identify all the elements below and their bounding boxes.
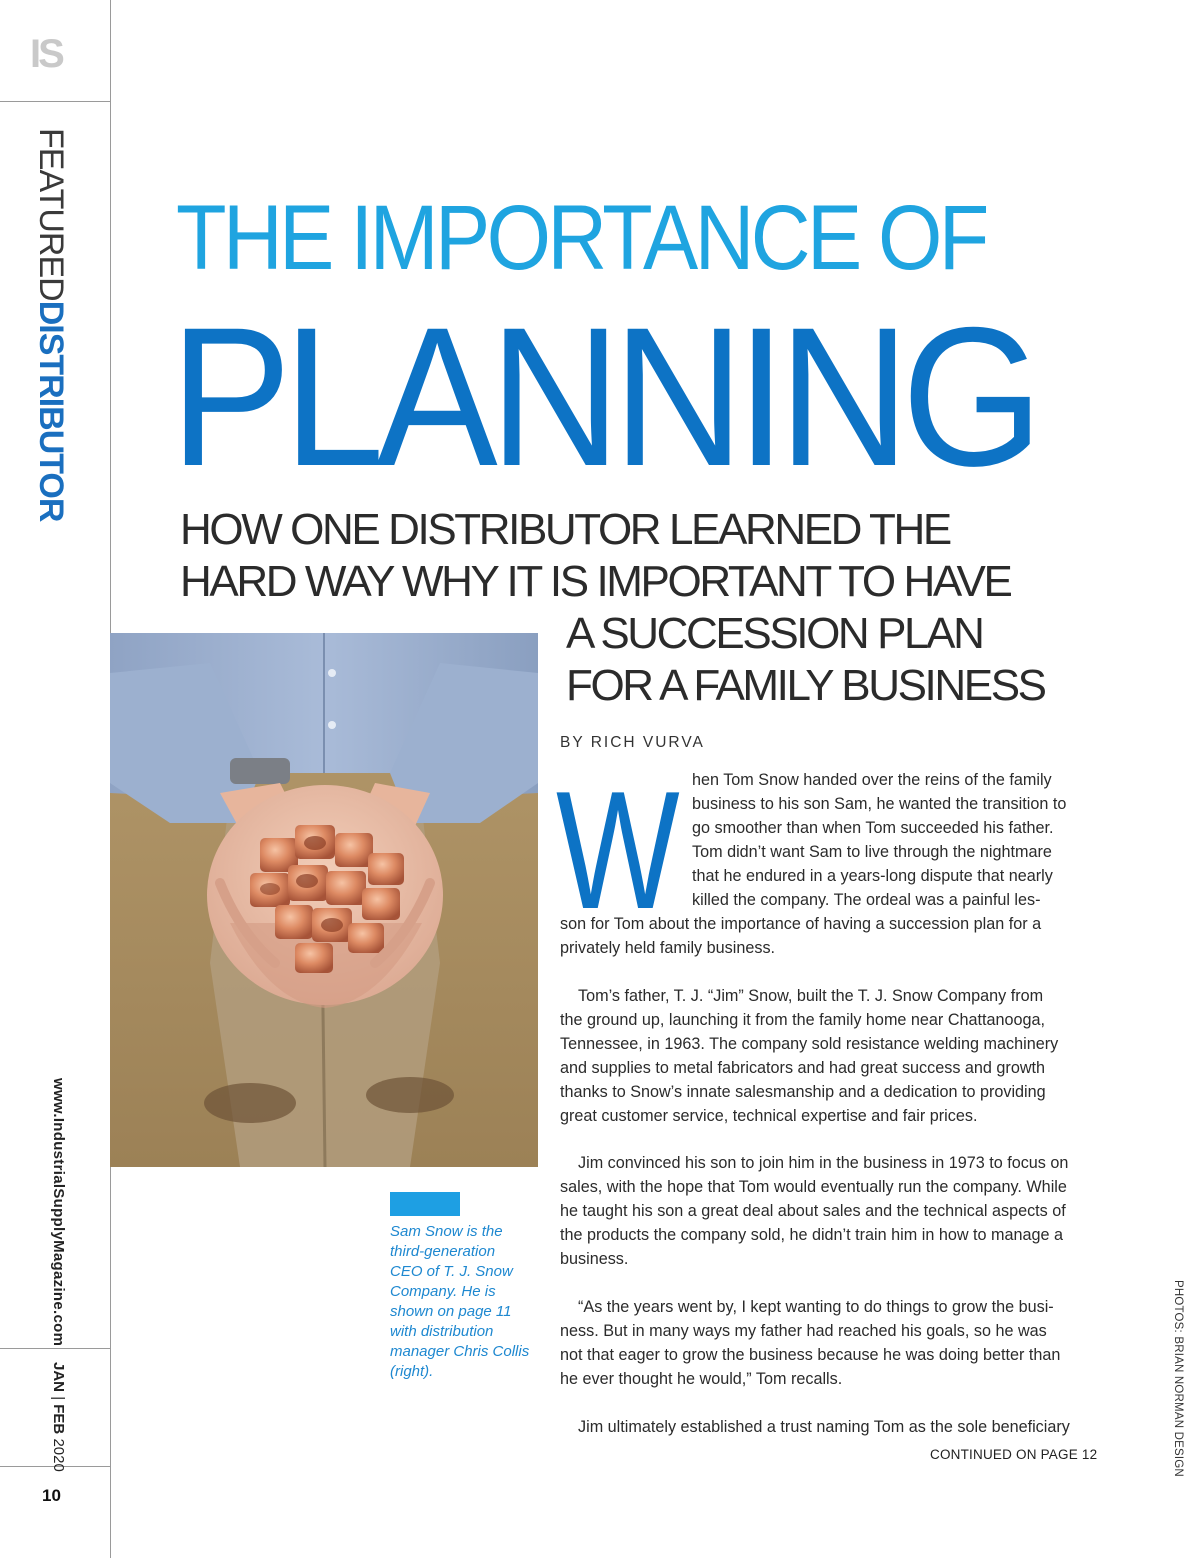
deck-line: A SUCCESSION PLAN	[566, 609, 983, 658]
body-line: killed the company. The ordeal was a painful les-	[692, 891, 1041, 909]
issue-date	[51, 1362, 66, 1472]
body-line: Tennessee, in 1963. The company sold resistance welding machinery	[560, 1035, 1059, 1053]
website-url: www.IndustrialSupplyMagazine.com	[50, 1078, 67, 1347]
body-line: sales, with the hope that Tom would eventually run the company. While	[560, 1178, 1067, 1196]
caption-accent-bar	[390, 1192, 460, 1216]
deck-line: HOW ONE DISTRIBUTOR LEARNED THE	[180, 505, 950, 554]
body-line: son for Tom about the importance of having a succession plan for a	[560, 915, 1042, 933]
body-line: great customer service, technical expertise and fair prices.	[560, 1107, 978, 1125]
body-line: hen Tom Snow handed over the reins of the family	[692, 771, 1052, 789]
section-label-bold: DISTRIBUTOR	[32, 300, 70, 522]
drop-cap: W	[556, 756, 680, 944]
page-number: 10	[42, 1486, 61, 1505]
headline-title: PLANNING	[170, 286, 1036, 507]
issue-year: 2020	[50, 1438, 67, 1472]
body-line: the products the company sold, he didn’t train him in how to manage a	[560, 1226, 1064, 1244]
rail-divider	[0, 1348, 110, 1349]
issue-month-2: FEB	[50, 1404, 67, 1435]
body-line: Jim convinced his son to join him in the business in 1973 to focus on	[578, 1154, 1069, 1172]
article-photo	[110, 633, 538, 1167]
body-line: business to his son Sam, he wanted the transition to	[692, 795, 1067, 813]
body-line: he taught his son a great deal about sales and the technical aspects of	[560, 1202, 1066, 1220]
deck-line: HARD WAY WHY IT IS IMPORTANT TO HAVE	[180, 557, 1011, 606]
body-line: Jim ultimately established a trust naming Tom as the sole beneficiary	[578, 1418, 1070, 1436]
body-line: the ground up, launching it from the family home near Chattanooga,	[560, 1011, 1046, 1029]
body-line: Tom didn’t want Sam to live through the nightmare	[692, 843, 1052, 861]
photo-illustration	[110, 633, 538, 1167]
body-line: business.	[560, 1250, 629, 1268]
body-line: “As the years went by, I kept wanting to do things to grow the busi-	[578, 1298, 1054, 1316]
photo-credit: PHOTOS: BRIAN NORMAN DESIGN	[1172, 1280, 1184, 1477]
body-line: ness. But in many ways my father had reached his goals, so he was	[560, 1322, 1047, 1340]
body-line: not that eager to grow the business because he was doing better than	[560, 1346, 1061, 1364]
byline: BY RICH VURVA	[560, 734, 705, 751]
deck-line: FOR A FAMILY BUSINESS	[566, 661, 1045, 710]
body-line: thanks to Snow’s innate salesmanship and a dedication to providing	[560, 1083, 1046, 1101]
body-line: Tom’s father, T. J. “Jim” Snow, built the T. J. Snow Company from	[578, 987, 1044, 1005]
section-label-light: FEATURED	[32, 128, 70, 301]
issue-separator: |	[50, 1396, 67, 1401]
rail-divider	[0, 101, 110, 102]
body-line: that he endured in a years-long dispute that nearly	[692, 867, 1053, 885]
continued-notice: CONTINUED ON PAGE 12	[930, 1447, 1098, 1462]
headline-kicker: THE IMPORTANCE OF	[176, 187, 986, 289]
body-line: and supplies to metal fabricators and had great success and growth	[560, 1059, 1046, 1077]
section-label	[34, 128, 68, 521]
body-line: go smoother than when Tom succeeded his father.	[692, 819, 1054, 837]
body-line: privately held family business.	[560, 939, 776, 957]
magazine-logo: IS	[30, 32, 62, 76]
body-line: he ever thought he would,” Tom recalls.	[560, 1370, 843, 1388]
issue-month-1: JAN	[50, 1362, 67, 1393]
photo-caption: Sam Snow is the third-generation CEO of T. J. Snow Company. He is shown on page 11 with distribution manager Chris Collis (right).	[390, 1223, 530, 1380]
